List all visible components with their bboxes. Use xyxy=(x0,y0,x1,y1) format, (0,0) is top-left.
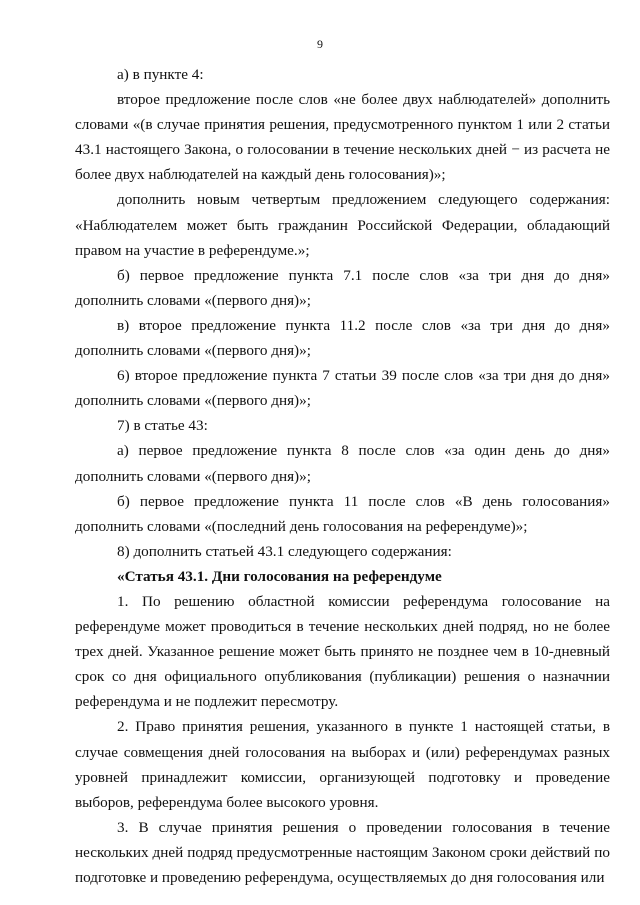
paragraph: а) в пункте 4: xyxy=(117,66,204,83)
page-number: 9 xyxy=(317,37,323,51)
paragraph: второе предложение после слов «не более двух наблюдателей» дополнить словами «(в случае принятия решения, предусмотренного пунктом 1 или 2 статьи 43.1 настоящего Закона, о голосовании в течение нескольких дней − из расчета не более двух наблюдателей на каждый день голосования)»; xyxy=(75,91,610,184)
paragraph: 3. В случае принятия решения о проведении голосования в течение нескольких дней подряд предусмотренные настоящим Законом сроки действий по подготовке и проведению референдума, осуществляемых до дня голосования или xyxy=(75,818,610,886)
paragraph: 8) дополнить статьей 43.1 следующего содержания: xyxy=(117,542,452,560)
paragraph: в) второе предложение пункта 11.2 после слов «за три дня до дня» дополнить словами «(первого дня)»; xyxy=(75,316,610,360)
paragraph: б) первое предложение пункта 11 после слов «В день голосования» дополнить словами «(последний день голосования на референдуме)»; xyxy=(75,492,610,535)
paragraph: б) первое предложение пункта 7.1 после слов «за три дня до дня» дополнить словами «(первого дня)»; xyxy=(75,266,610,309)
paragraph: 6) второе предложение пункта 7 статьи 39 после слов «за три дня до дня» дополнить словами «(первого дня)»; xyxy=(75,367,610,410)
paragraph: дополнить новым четвертым предложением следующего содержания: «Наблюдателем может быть гражданин Российской Федерации, обладающий правом на участие в референдуме.»; xyxy=(75,191,610,259)
paragraph: а) первое предложение пункта 8 после слов «за один день до дня» дополнить словами «(первого дня)»; xyxy=(75,442,610,485)
article-heading: «Статья 43.1. Дни голосования на референдуме xyxy=(117,567,442,585)
paragraph: 7) в статье 43: xyxy=(117,417,208,435)
paragraph: 1. По решению областной комиссии референдума голосование на референдуме может проводиться в течение нескольких дней подряд, но не более трех дней. Указанное решение может быть принято не позднее чем в 10-дневный срок со дня официального опубликования (публикации) решения о назначнии референдума и не подлежит пересмотру. xyxy=(75,592,610,711)
paragraph: 2. Право принятия решения, указанного в пункте 1 настоящей статьи, в случае совмещения дней голосования на выборах и (или) референдумах разных уровней принадлежит комиссии, организующей подготовку и проведение выборов, референдума более высокого уровня. xyxy=(75,718,610,811)
document-body xyxy=(75,62,610,890)
